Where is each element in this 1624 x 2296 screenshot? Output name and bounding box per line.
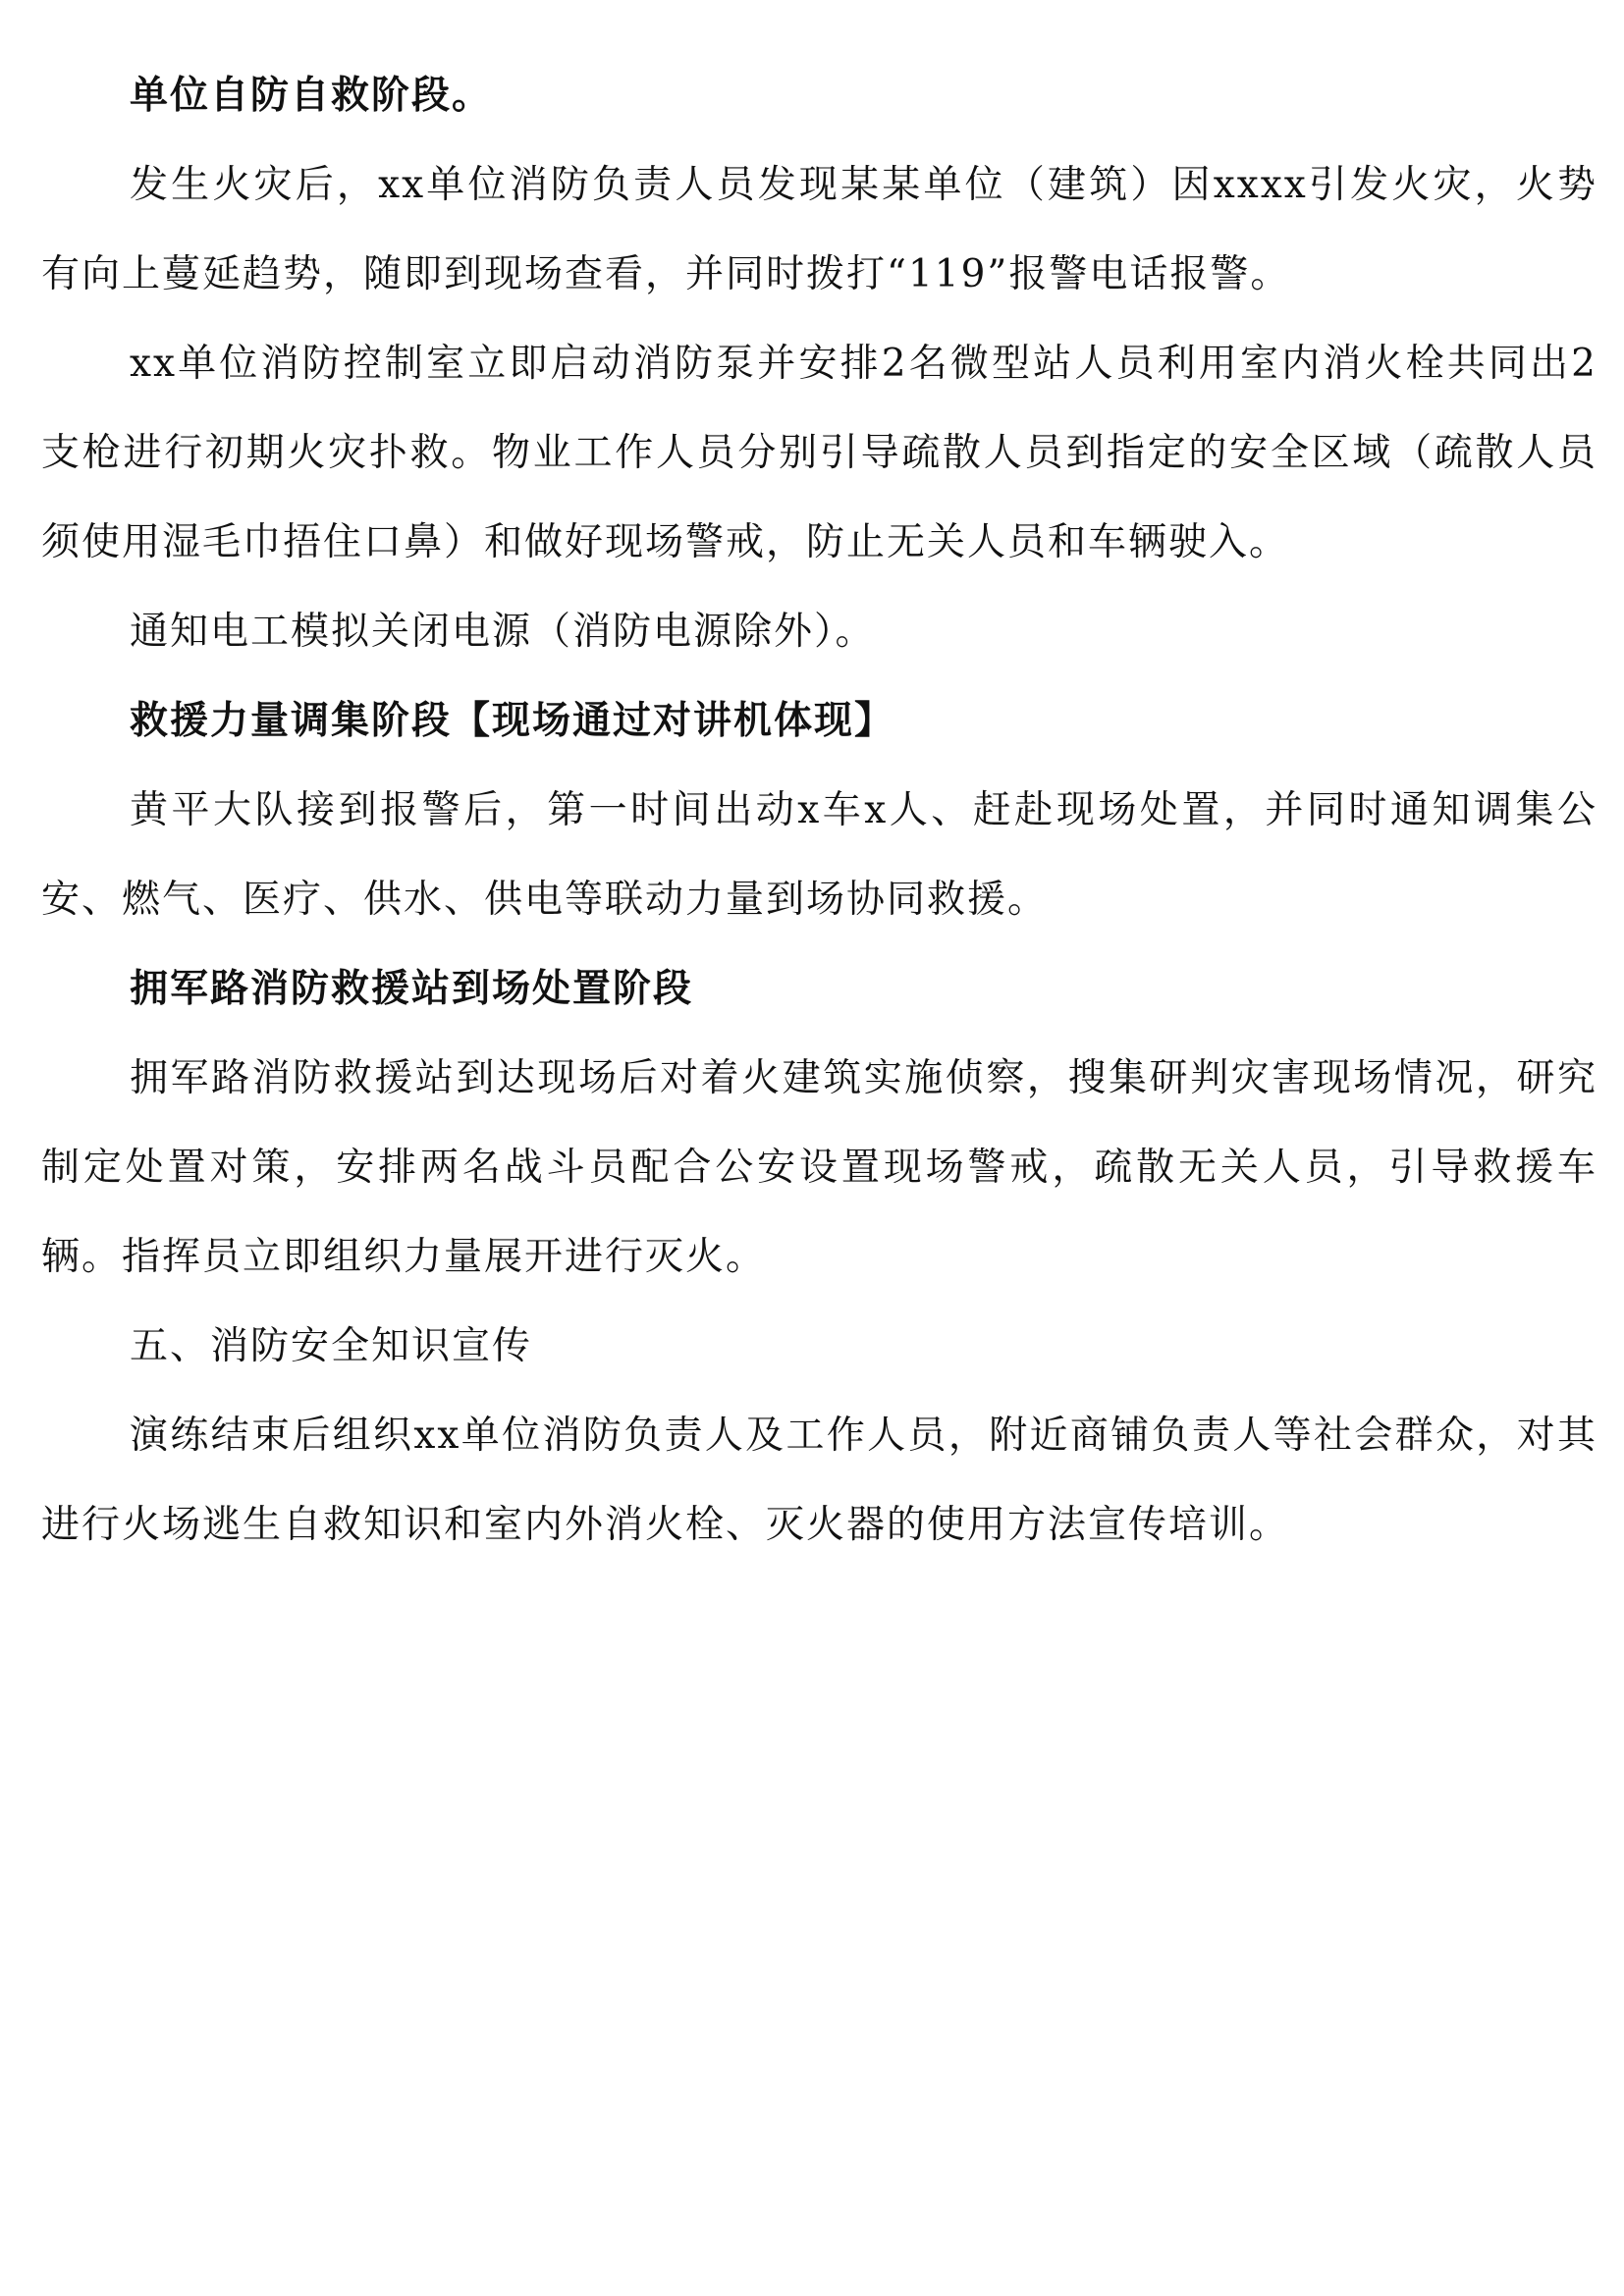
paragraph-initial-firefighting: xx单位消防控制室立即启动消防泵并安排2名微型站人员利用室内消火栓共同出2支枪进行初期火灾扑救。物业工作人员分别引导疏散人员到指定的安全区域（疏散人员须使用湿毛巾捂住口鼻）和做好现场警戒，防止无关人员和车辆驶入。 (41, 342, 1597, 564)
section-heading-self-rescue: 单位自防自救阶段。 (130, 73, 493, 118)
section-heading-station-arrival: 拥军路消防救援站到场处置阶段 (130, 966, 694, 1011)
section-heading-force-dispatch: 救援力量调集阶段【现场通过对讲机体现】 (130, 698, 895, 743)
paragraph-fire-discovery: 发生火灾后，xx单位消防负责人员发现某某单位（建筑）因xxxx引发火灾，火势有向上蔓延趋势，随即到现场查看，并同时拨打“119”报警电话报警。 (41, 163, 1597, 296)
paragraph-training: 演练结束后组织xx单位消防负责人及工作人员，附近商铺负责人等社会群众，对其进行火场逃生自救知识和室内外消火栓、灭火器的使用方法宣传培训。 (41, 1414, 1597, 1547)
paragraph-power-shutdown: 通知电工模拟关闭电源（消防电源除外）。 (130, 610, 876, 654)
section-heading-safety-knowledge: 五、消防安全知识宣传 (130, 1324, 533, 1368)
paragraph-station-operations: 拥军路消防救援站到达现场后对着火建筑实施侦察，搜集研判灾害现场情况，研究制定处置对策，安排两名战斗员配合公安设置现场警戒，疏散无关人员，引导救援车辆。指挥员立即组织力量展开进行灭火。 (41, 1056, 1597, 1279)
document-body (41, 51, 1597, 1570)
paragraph-brigade-response: 黄平大队接到报警后，第一时间出动x车x人、赶赴现场处置，并同时通知调集公安、燃气、医疗、供水、供电等联动力量到场协同救援。 (41, 788, 1597, 922)
